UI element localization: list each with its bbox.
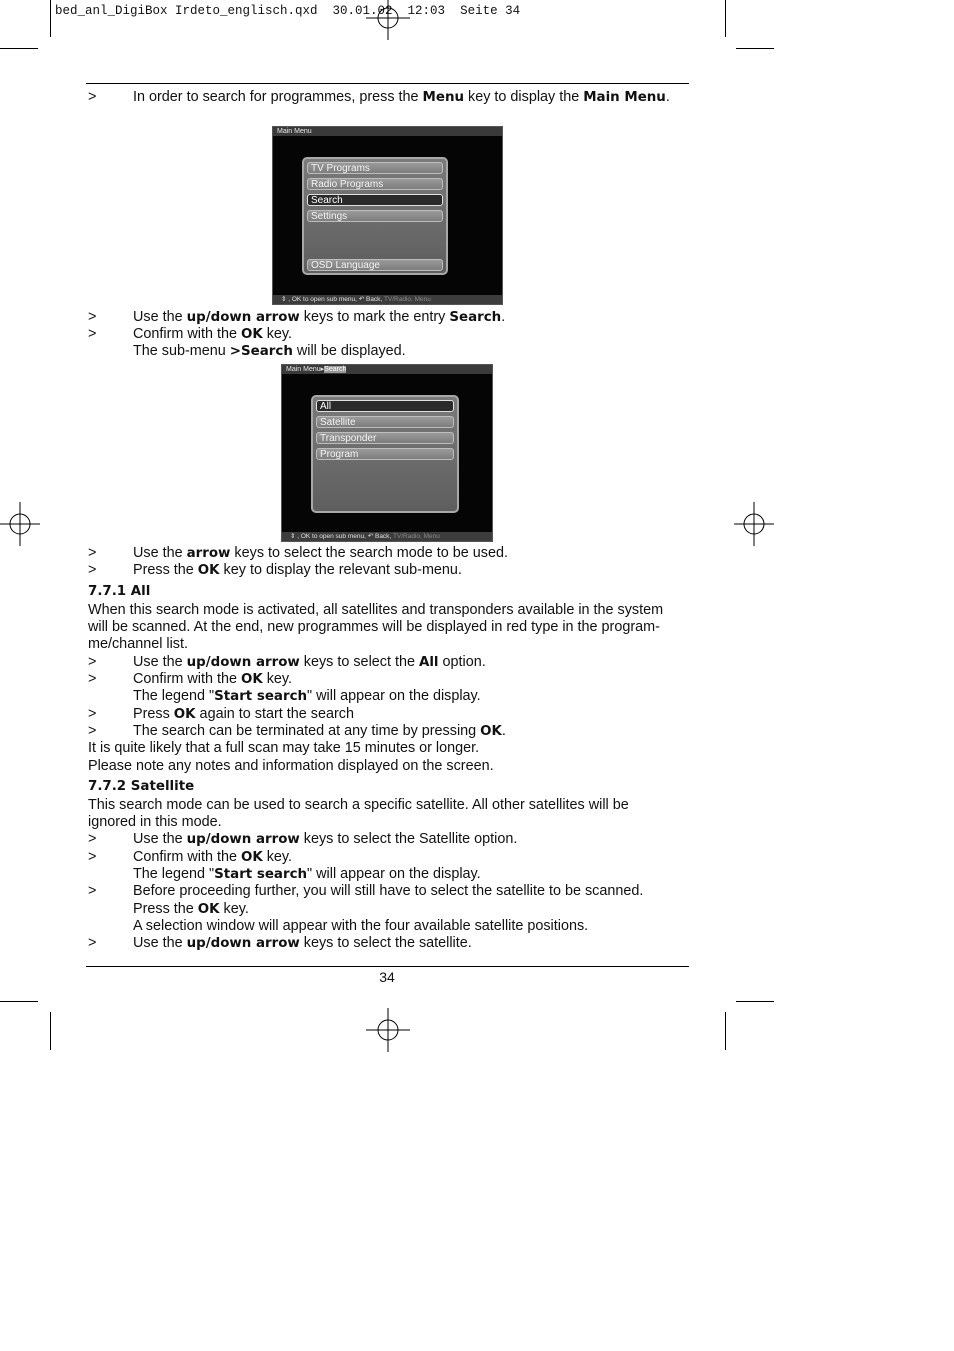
menu-item-transponder: Transponder <box>316 432 454 444</box>
crop-mark <box>736 48 774 49</box>
menu-item-all: All <box>316 400 454 412</box>
screen-footer: ⇕ , OK to open sub menu, ↶ Back, TV/Radio, Menu <box>273 295 502 304</box>
menu-item-program: Program <box>316 448 454 460</box>
bottom-rule <box>86 966 689 967</box>
crop-mark <box>0 48 38 49</box>
menu-panel <box>302 157 448 275</box>
menu-item-osd-language: OSD Language <box>307 259 443 271</box>
search-menu-screenshot <box>281 364 493 542</box>
crop-mark <box>50 1012 51 1050</box>
section-heading: 7.7.1 All <box>88 584 151 599</box>
registration-mark-icon <box>366 1008 410 1052</box>
menu-item-settings: Settings <box>307 210 443 222</box>
crop-mark <box>736 1001 774 1002</box>
menu-item-radio-programs: Radio Programs <box>307 178 443 190</box>
screen-footer: ⇕ , OK to open sub menu, ↶ Back, TV/Radio, Menu <box>282 532 492 541</box>
screen-title: Main Menu▸Search <box>282 365 492 374</box>
crop-mark <box>725 0 726 37</box>
body-text: It is quite likely that a full scan may take 15 minutes or longer. <box>88 740 480 756</box>
main-menu-screenshot <box>272 126 503 305</box>
back-icon: ↶ <box>367 533 374 540</box>
body-text: This search mode can be used to search a specific satellite. All other satellites will be <box>88 797 629 813</box>
menu-item-tv-programs: TV Programs <box>307 162 443 174</box>
page-number: 34 <box>379 969 395 985</box>
menu-item-search: Search <box>307 194 443 206</box>
registration-mark-icon <box>366 0 410 44</box>
menu-panel <box>311 395 459 513</box>
body-text: will be scanned. At the end, new programmes will be displayed in red type in the program- <box>88 619 660 635</box>
file-slug: bed_anl_DigiBox Irdeto_englisch.qxd 30.01.02 12:03 Seite 34 <box>55 4 521 18</box>
bullet-marker: > <box>88 89 97 105</box>
crop-mark <box>50 0 51 37</box>
body-text: ignored in this mode. <box>88 814 222 830</box>
top-rule <box>86 83 689 84</box>
section-heading: 7.7.2 Satellite <box>88 779 195 794</box>
crop-mark <box>0 1001 38 1002</box>
crop-mark <box>725 1012 726 1050</box>
registration-mark-icon <box>0 502 44 546</box>
registration-mark-icon <box>732 502 776 546</box>
body-text: me/channel list. <box>88 636 188 652</box>
back-icon: ↶ <box>358 296 365 303</box>
body-text: When this search mode is activated, all satellites and transponders available in the system <box>88 602 664 618</box>
screen-title: Main Menu <box>273 127 502 136</box>
menu-item-satellite: Satellite <box>316 416 454 428</box>
body-text: Please note any notes and information displayed on the screen. <box>88 758 494 774</box>
